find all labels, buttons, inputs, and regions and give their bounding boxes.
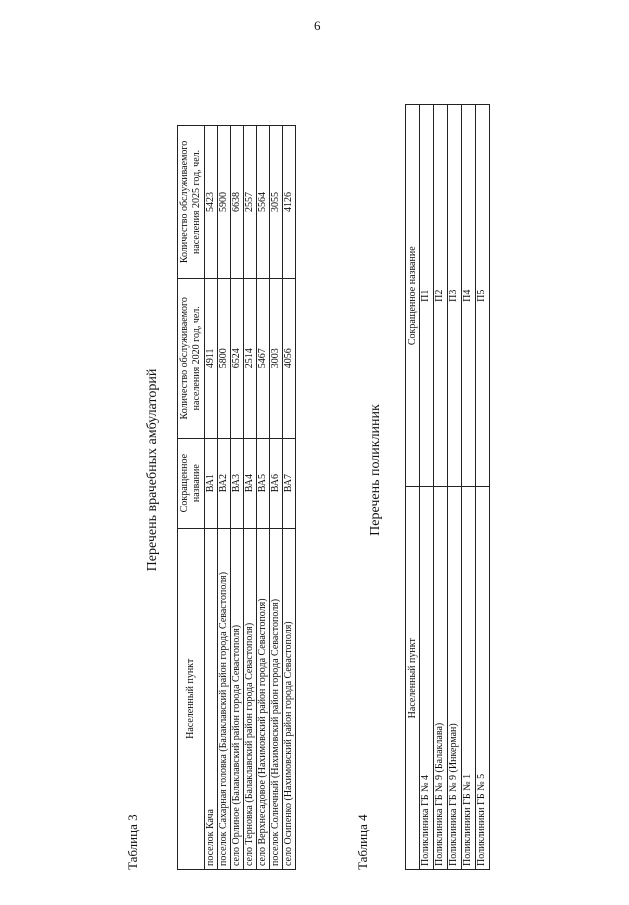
column-header: Сокращенное название (178, 438, 205, 528)
short-name-cell: ВА7 (283, 438, 296, 528)
ambulatory-table (177, 125, 296, 870)
polyclinic-cell: Поликлиника ГБ № 9 (Инкерман) (448, 487, 462, 870)
population-2020-cell: 4911 (205, 278, 218, 438)
column-header: Населенный пункт (406, 487, 420, 870)
short-name-cell: ВА4 (244, 438, 257, 528)
population-2020-cell: 4056 (283, 278, 296, 438)
rotated-page-content (25, 10, 610, 890)
column-header: Населенный пункт (178, 528, 205, 869)
table-row (205, 126, 218, 870)
settlement-cell: село Верхнесадовое (Нахимовский район города Севастополя) (257, 528, 270, 869)
column-header: Количество обслуживаемого населения 2025 год, чел. (178, 126, 205, 279)
polyclinic-cell: Поликлиники ГБ № 1 (462, 487, 476, 870)
population-2025-cell: 4126 (283, 126, 296, 279)
table-row (244, 126, 257, 870)
short-name-cell: П3 (448, 105, 462, 488)
population-2025-cell: 5423 (205, 126, 218, 279)
table-row (231, 126, 244, 870)
table3-title: Перечень врачебных амбулаторий (145, 368, 160, 572)
short-name-cell: ВА2 (218, 438, 231, 528)
table-row (257, 126, 270, 870)
column-header: Сокращенное название (406, 105, 420, 488)
table4-caption: Таблица 4 (355, 814, 370, 870)
short-name-cell: П2 (434, 105, 448, 488)
polyclinic-table (405, 104, 490, 870)
table-row (283, 126, 296, 870)
short-name-cell: П1 (420, 105, 434, 488)
population-2025-cell: 5900 (218, 126, 231, 279)
settlement-cell: село Осипенко (Нахимовский район города Севастополя) (283, 528, 296, 869)
table-header-row (406, 105, 420, 870)
population-2020-cell: 5467 (257, 278, 270, 438)
polyclinic-cell: Поликлиника ГБ № 4 (420, 487, 434, 870)
population-2020-cell: 3003 (270, 278, 283, 438)
column-header: Количество обслуживаемого населения 2020 год, чел. (178, 278, 205, 438)
table-row (270, 126, 283, 870)
short-name-cell: ВА3 (231, 438, 244, 528)
polyclinic-cell: Поликлиника ГБ № 9 (Балаклава) (434, 487, 448, 870)
table-row (448, 105, 462, 870)
table-row (462, 105, 476, 870)
table3-caption: Таблица 3 (125, 814, 140, 870)
table-row (420, 105, 434, 870)
table-row (476, 105, 490, 870)
short-name-cell: П5 (476, 105, 490, 488)
short-name-cell: П4 (462, 105, 476, 488)
table4-title: Перечень поликлиник (368, 404, 383, 536)
settlement-cell: село Орлиное (Балаклавский район города Севастополя) (231, 528, 244, 869)
population-2025-cell: 3055 (270, 126, 283, 279)
population-2020-cell: 6524 (231, 278, 244, 438)
page-number: 6 (314, 18, 321, 33)
population-2025-cell: 6638 (231, 126, 244, 279)
population-2025-cell: 5564 (257, 126, 270, 279)
settlement-cell: поселок Кача (205, 528, 218, 869)
table-row (218, 126, 231, 870)
short-name-cell: ВА1 (205, 438, 218, 528)
polyclinic-cell: Поликлиники ГБ № 5 (476, 487, 490, 870)
population-2025-cell: 2557 (244, 126, 257, 279)
table-row (434, 105, 448, 870)
settlement-cell: поселок Сахарная головка (Балаклавский район города Севастополя) (218, 528, 231, 869)
short-name-cell: ВА5 (257, 438, 270, 528)
population-2020-cell: 5800 (218, 278, 231, 438)
settlement-cell: село Терновка (Балаклавский район города Севастополя) (244, 528, 257, 869)
table-header-row (178, 126, 205, 870)
settlement-cell: поселок Солнечный (Нахимовский район города Севастополя) (270, 528, 283, 869)
population-2020-cell: 2514 (244, 278, 257, 438)
short-name-cell: ВА6 (270, 438, 283, 528)
